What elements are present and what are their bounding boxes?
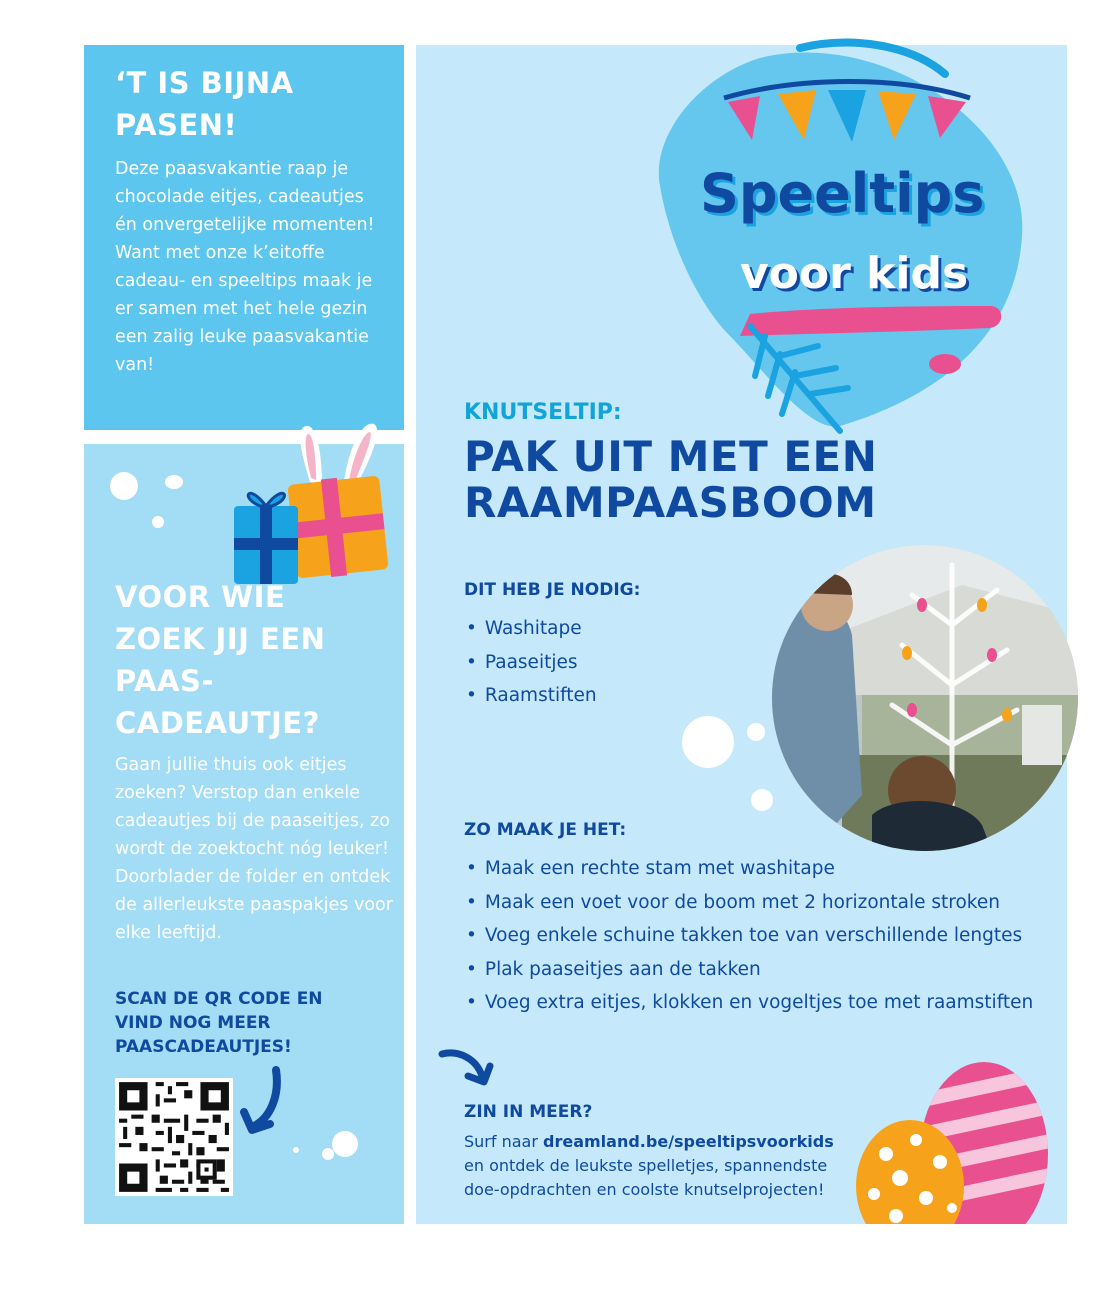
craft-kicker: KNUTSELTIP: bbox=[464, 400, 622, 425]
more-text bbox=[464, 1130, 854, 1202]
list-item: • Maak een voet voor de boom met 2 horizontale stroken bbox=[466, 886, 1033, 920]
more-heading: ZIN IN MEER? bbox=[464, 1102, 593, 1122]
need-list bbox=[466, 612, 597, 713]
list-item: • Plak paaseitjes aan de takken bbox=[466, 953, 1033, 987]
how-list bbox=[466, 852, 1033, 1020]
scan-cta: SCAN DE QR CODE EN VIND NOG MEER PAASCADEAUTJES! bbox=[115, 989, 323, 1057]
list-item: • Voeg extra eitjes, klokken en vogeltjes toe met raamstiften bbox=[466, 986, 1033, 1020]
badge-title: Speeltips bbox=[700, 162, 985, 225]
list-item: • Maak een rechte stam met washitape bbox=[466, 852, 1033, 886]
window-tree-photo bbox=[772, 545, 1078, 851]
craft-title: PAK UIT MET EEN RAAMPAASBOOM bbox=[464, 432, 878, 527]
list-item: • Raamstiften bbox=[466, 679, 597, 713]
speeltips-badge bbox=[640, 36, 1030, 441]
gifts-illustration bbox=[100, 420, 400, 590]
badge-subtitle: voor kids bbox=[740, 248, 969, 299]
more-rest: en ontdek de leukste spelletjes, spannendste doe-opdrachten en coolste knutselprojecten! bbox=[464, 1156, 828, 1199]
qr-code[interactable] bbox=[115, 1078, 233, 1196]
intro-heading: ‘T IS BIJNA PASEN! bbox=[115, 66, 294, 142]
list-item: • Voeg enkele schuine takken toe van verschillende lengtes bbox=[466, 919, 1033, 953]
list-item: • Paaseitjes bbox=[466, 646, 597, 680]
list-item: • Washitape bbox=[466, 612, 597, 646]
need-heading: DIT HEB JE NODIG: bbox=[464, 580, 641, 600]
arrow-down-icon bbox=[240, 1066, 380, 1176]
bubbles-decoration bbox=[676, 712, 786, 822]
arrow-curve-icon bbox=[438, 1046, 498, 1090]
more-prefix: Surf naar bbox=[464, 1132, 544, 1151]
gift-heading: VOOR WIE ZOEK JIJ EEN PAAS-CADEAUTJE? bbox=[115, 580, 326, 740]
gift-body: Gaan jullie thuis ook eitjes zoeken? Verstop dan enkele cadeautjes bij de paaseitjes, zo wordt de zoektocht nóg leuker! Doorblader de folder en ontdek de allerleukste paaspakjes voor elke leeftijd. bbox=[115, 755, 393, 943]
more-link[interactable]: dreamland.be/speeltipsvoorkids bbox=[543, 1132, 834, 1151]
how-heading: ZO MAAK JE HET: bbox=[464, 820, 627, 840]
easter-eggs-illustration bbox=[856, 1058, 1067, 1224]
intro-body: Deze paasvakantie raap je chocolade eitjes, cadeautjes én onvergetelijke momenten! Want met onze k’eitoffe cadeau- en speeltips maak je er samen met het hele gezin een zalig leuke paasvakantie van! bbox=[115, 159, 375, 375]
